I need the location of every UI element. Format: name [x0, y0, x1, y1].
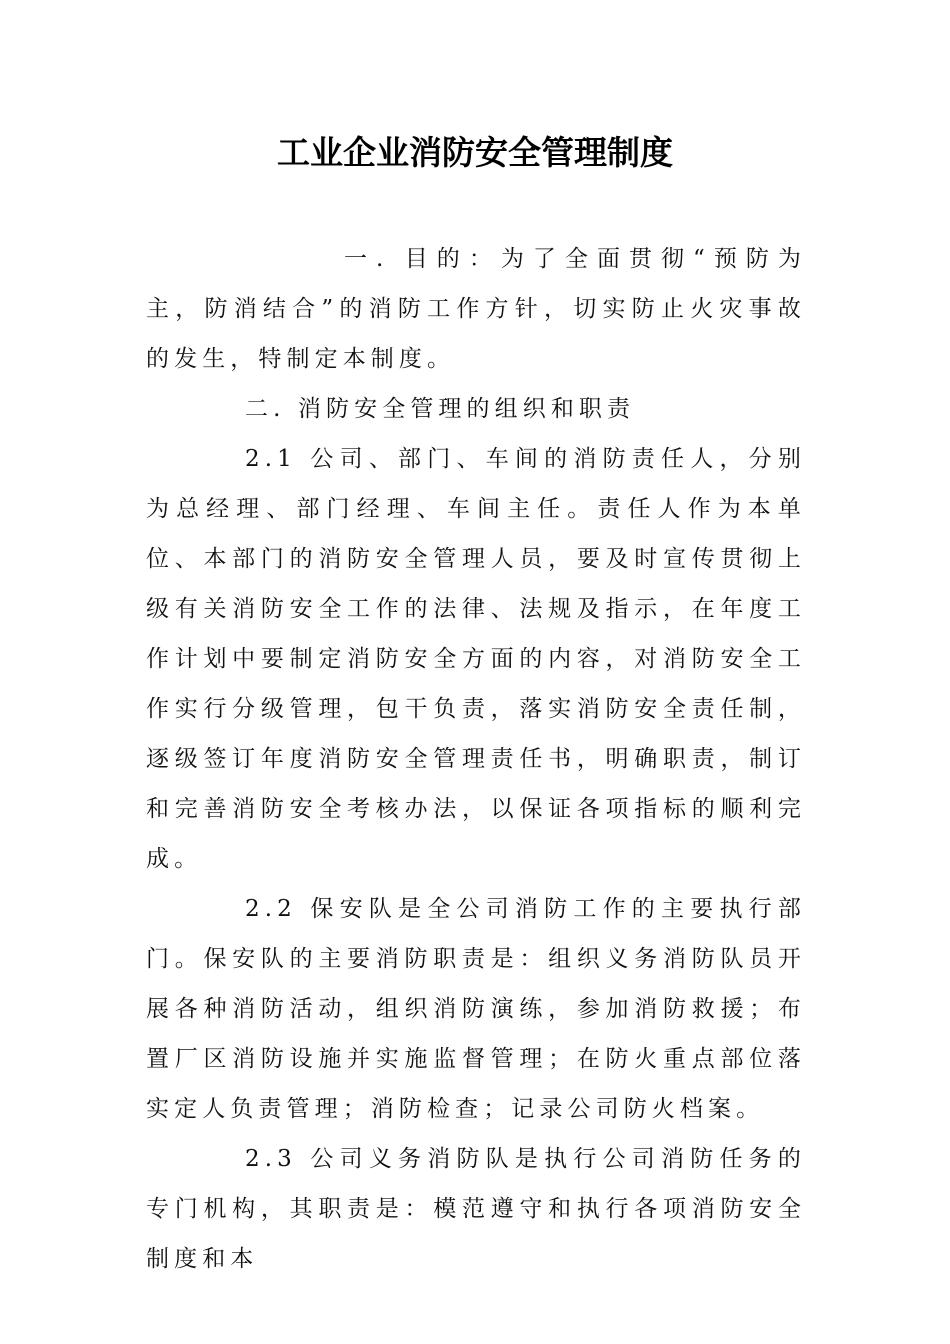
paragraph-purpose: 一. 目的：为了全面贯彻“预防为主，防消结合”的消防工作方针，切实防止火灾事故的发生，特制定本制度。	[146, 246, 806, 372]
paragraph-2-1: 2.1 公司、部门、车间的消防责任人，分别为总经理、部门经理、车间主任。责任人作为本单位、本部门的消防安全管理人员，要及时宣传贯彻上级有关消防安全工作的法律、法规及指示，在年度工作计划中要制定消防安全方面的内容，对消防安全工作实行分级管理，包干负责，落实消防安全责任制，逐级签订年度消防安全管理责任书，明确职责，制订和完善消防安全考核办法，以保证各项指标的顺利完成。	[146, 446, 806, 872]
paragraph-2-3: 2.3 公司义务消防队是执行公司消防任务的专门机构，其职责是：模范遵守和执行各项消防安全制度和本	[146, 1146, 806, 1272]
document-body	[146, 234, 806, 1284]
document-title: 工业企业消防安全管理制度	[277, 133, 673, 172]
section-heading-organization: 二. 消防安全管理的组织和职责	[245, 396, 636, 422]
paragraph-2-2: 2.2 保安队是全公司消防工作的主要执行部门。保安队的主要消防职责是：组织义务消防队员开展各种消防活动，组织消防演练，参加消防救援；布置厂区消防设施并实施监督管理；在防火重点部位落实定人负责管理；消防检查；记录公司防火档案。	[146, 896, 806, 1122]
